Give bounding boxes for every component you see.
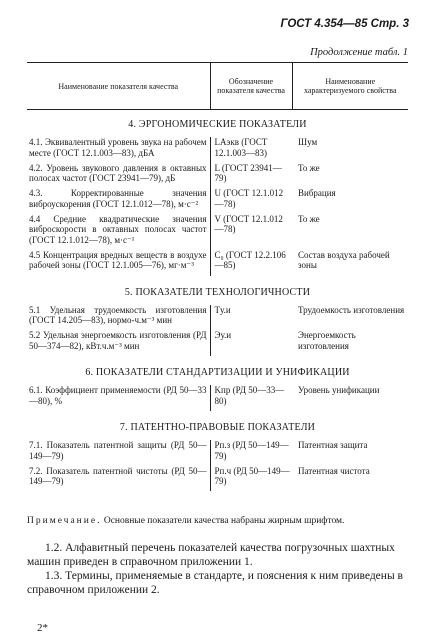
indicator-designation: Эу.и: [214, 330, 232, 341]
indicator-designation: Tу.и: [214, 304, 231, 315]
indicator-name: 4.4 Средние квадратические значения виброскорости в октавных полосах частот (ГОСТ 12.1.012—78), м·с⁻¹: [27, 214, 210, 250]
table-continuation-caption: Продолжение табл. 1: [310, 47, 408, 58]
paragraph-1-2: 1.2. Алфавитный перечень показателей качества погрузочных шахтных машин приведен в справочном приложении 1.: [27, 542, 395, 568]
indicator-property: Вибрация: [298, 188, 336, 199]
table-row: [27, 137, 408, 163]
indicator-designation: Kпр (РД 50—33—80): [214, 385, 285, 406]
table-header-row: [27, 63, 408, 110]
section-heading-row: [27, 411, 408, 440]
table-row: [27, 188, 408, 214]
indicator-designation: Pп.з (РД 50—149—79): [214, 440, 289, 461]
indicator-designation: L (ГОСТ 23941—79): [214, 162, 282, 184]
table-note: [27, 516, 409, 526]
column-header-property: Наименование характеризуемого свойства: [292, 63, 408, 110]
note-text: Основные показатели качества набраны жирным шрифтом.: [101, 516, 345, 526]
section-heading-row: [27, 276, 408, 305]
table-row: [27, 330, 408, 356]
indicator-designation: Pп.ч (РД 50—149—79): [214, 465, 290, 487]
indicator-property: Трудоемкость изготовления: [298, 304, 405, 315]
indicator-designation: V (ГОСТ 12.1.012—78): [214, 214, 283, 235]
page-header: ГОСТ 4.354—85 Стр. 3: [280, 18, 409, 30]
indicator-property: Патентная защита: [298, 440, 368, 451]
section-title-patent: 7. ПАТЕНТНО-ПРАВОВЫЕ ПОКАЗАТЕЛИ: [119, 421, 316, 433]
indicator-name: 4.1. Эквивалентный уровень звука на рабочем месте (ГОСТ 12.1.003—83), дБА: [27, 137, 210, 163]
indicator-name: 4.2. Уровень звукового давления в октавных полосах частот (ГОСТ 23941—79), дБ: [27, 163, 210, 189]
section-title-ergonomic: 4. ЭРГОНОМИЧЕСКИЕ ПОКАЗАТЕЛИ: [128, 119, 307, 130]
indicator-name: 7.1. Показатель патентной защиты (РД 50—149—79): [27, 440, 210, 466]
column-header-designation: Обозначение показателя качества: [210, 63, 292, 110]
table-row: [27, 385, 408, 411]
indicator-property: Уровень унификации: [298, 385, 380, 396]
indicator-property: Энергоемкость изготовления: [298, 330, 356, 351]
indicator-property: То же: [298, 214, 320, 225]
table-row: [27, 466, 408, 492]
page-number: 2*: [37, 622, 48, 634]
section-heading-row: [27, 110, 408, 138]
indicator-name: 5.2 Удельная энергоемкость изготовления (РД 50—374—82), кВт.ч.м⁻³ мин: [27, 330, 210, 356]
indicator-designation: C₀ (ГОСТ 12.2.106—85): [214, 249, 286, 271]
indicator-name: 4.3. Корректированные значения виброускорения (ГОСТ 12.1.012—78), м·с⁻²: [27, 188, 210, 214]
indicator-property: Патентная чистота: [298, 465, 370, 476]
indicator-name: 5.1 Удельная трудоемкость изготовления (ГОСТ 14.205—83), нормо-ч.м⁻³ мин: [27, 305, 210, 331]
column-header-name: Наименование показателя качества: [27, 63, 210, 110]
indicator-name: 6.1. Коэффициент применяемости (РД 50—33—80), %: [27, 385, 210, 411]
table-row: [27, 305, 408, 331]
indicator-name: 4.5 Концентрация вредных веществ в воздухе рабочей зоны (ГОСТ 12.1.005—76), мг·м⁻³: [27, 250, 210, 276]
indicator-property: То же: [298, 162, 320, 173]
note-label: Примечание.: [27, 516, 102, 526]
indicator-property: Состав воздуха рабочей зоны: [298, 249, 390, 271]
quality-indicators-table: [27, 62, 408, 491]
table-row: [27, 250, 408, 276]
table-row: [27, 163, 408, 189]
indicator-property: Шум: [298, 137, 318, 148]
indicator-designation: LАэкв (ГОСТ 12.1.003—83): [214, 137, 268, 158]
section-title-standardization: 6. ПОКАЗАТЕЛИ СТАНДАРТИЗАЦИИ И УНИФИКАЦИИ: [85, 367, 350, 379]
paragraph-1-3: 1.3. Термины, применяемые в стандарте, и пояснения к ним приведены в справочном приложении 2.: [27, 570, 403, 596]
indicator-designation: U (ГОСТ 12.1.012—78): [214, 188, 284, 209]
section-heading-row: [27, 356, 408, 385]
section-title-technology: 5. ПОКАЗАТЕЛИ ТЕХНОЛОГИЧНОСТИ: [124, 286, 311, 298]
indicator-name: 7.2. Показатель патентной чистоты (РД 50—149—79): [27, 466, 210, 492]
table-row: [27, 214, 408, 250]
table-row: [27, 440, 408, 466]
